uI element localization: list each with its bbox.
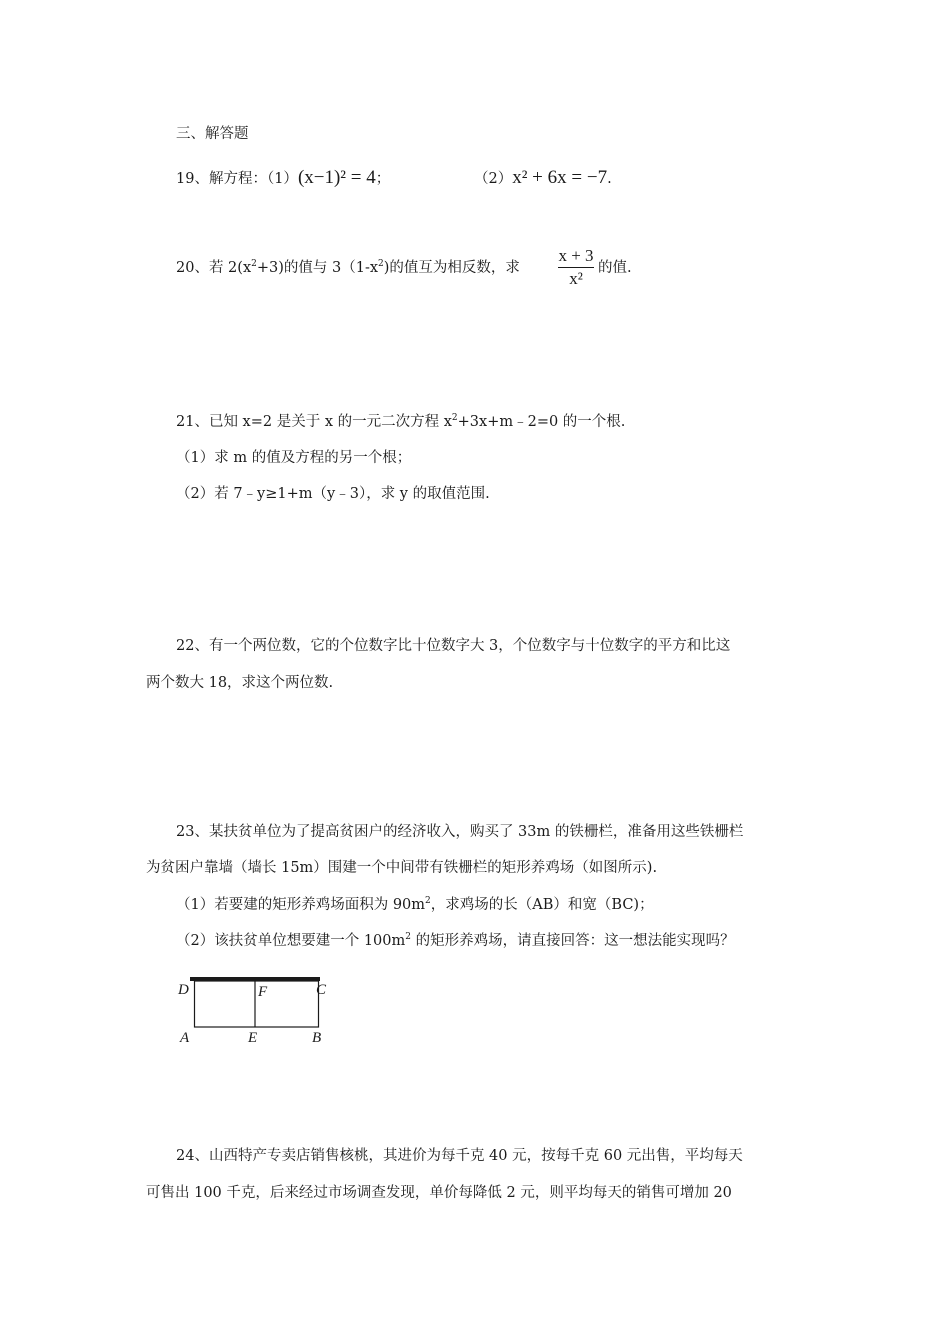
- label-b: B: [312, 1030, 322, 1046]
- q19-equation-2: x² + 6x = −7: [512, 167, 608, 188]
- q23-line3-b: ，求鸡场的长（AB）和宽（BC)；: [430, 897, 654, 913]
- q20-fraction: [558, 246, 594, 289]
- q23-line4-b: 的矩形养鸡场，请直接回答：这一想法能实现吗？: [411, 933, 735, 949]
- q20-text-a: 20、若 2(x: [176, 260, 252, 276]
- label-f: F: [258, 984, 268, 1000]
- q23-line3-sup: 2: [425, 896, 431, 907]
- label-a: A: [180, 1030, 190, 1046]
- label-c: C: [316, 982, 327, 998]
- q20-tail: 的值.: [598, 260, 632, 276]
- q23-line4-sup: 2: [405, 932, 411, 943]
- question-20: [176, 258, 520, 278]
- q20-text-b: +3)的值与 3（1-x: [256, 260, 379, 276]
- label-d: D: [178, 982, 189, 998]
- q20-fraction-numerator: x + 3: [558, 246, 594, 268]
- question-22-line-2: 两个数大 18，求这个两位数.: [146, 675, 334, 691]
- question-21-line-3: （2）若 7﹣y≥1+m（y﹣3），求 y 的取值范围.: [176, 486, 490, 502]
- q21-line1-a: 21、已知 x=2 是关于 x 的一元二次方程 x: [176, 414, 452, 430]
- question-23-line-3: [176, 895, 654, 915]
- q23-line3-a: （1）若要建的矩形养鸡场面积为 90m: [176, 897, 426, 913]
- q19-separator: ；: [375, 171, 391, 187]
- label-e: E: [248, 1030, 258, 1046]
- q21-line1-b: +3x+m﹣2=0 的一个根.: [457, 414, 626, 430]
- q23-line4-a: （2）该扶贫单位想要建一个 100m: [176, 933, 406, 949]
- q19-equation-1: (x−1)² = 4: [297, 167, 376, 188]
- q19-part2-label: （2）: [474, 171, 513, 187]
- question-23-line-1: 23、某扶贫单位为了提高贫困户的经济收入，购买了 33m 的铁栅栏，准备用这些铁栅栏: [176, 824, 744, 840]
- question-24-line-1: 24、山西特产专卖店销售核桃，其进价为每千克 40 元，按每千克 60 元出售，平均每天: [176, 1148, 743, 1164]
- q21-line1-sup: 2: [451, 413, 458, 424]
- q20-text-c: )的值互为相反数，求: [383, 260, 520, 276]
- question-23-line-4: [176, 931, 735, 951]
- question-22-line-1: 22、有一个两位数，它的个位数字比十位数字大 3，个位数字与十位数字的平方和比这: [176, 638, 731, 654]
- rectangle-abcd: [195, 981, 319, 1027]
- q19-prefix: 19、解方程：（1）: [176, 171, 298, 187]
- question-21-line-1: [176, 412, 625, 432]
- question-24-line-2: 可售出 100 千克，后来经过市场调查发现，单价每降低 2 元，则平均每天的销售可增加 20: [146, 1185, 732, 1201]
- question-23-line-2: 为贫困户靠墙（墙长 15m）围建一个中间带有铁栅栏的矩形养鸡场（如图所示).: [146, 860, 658, 876]
- q20-sup-a: 2: [251, 259, 257, 270]
- question-19-part-2: [474, 168, 612, 189]
- question-19: [176, 168, 390, 189]
- q20-sup-b: 2: [378, 259, 384, 270]
- q19-end: .: [607, 171, 612, 187]
- question-21-line-2: （1）求 m 的值及方程的另一个根；: [176, 450, 412, 466]
- chicken-farm-figure: [170, 970, 340, 1050]
- q20-fraction-denominator: x²: [569, 269, 583, 288]
- section-title: 三、解答题: [176, 126, 249, 142]
